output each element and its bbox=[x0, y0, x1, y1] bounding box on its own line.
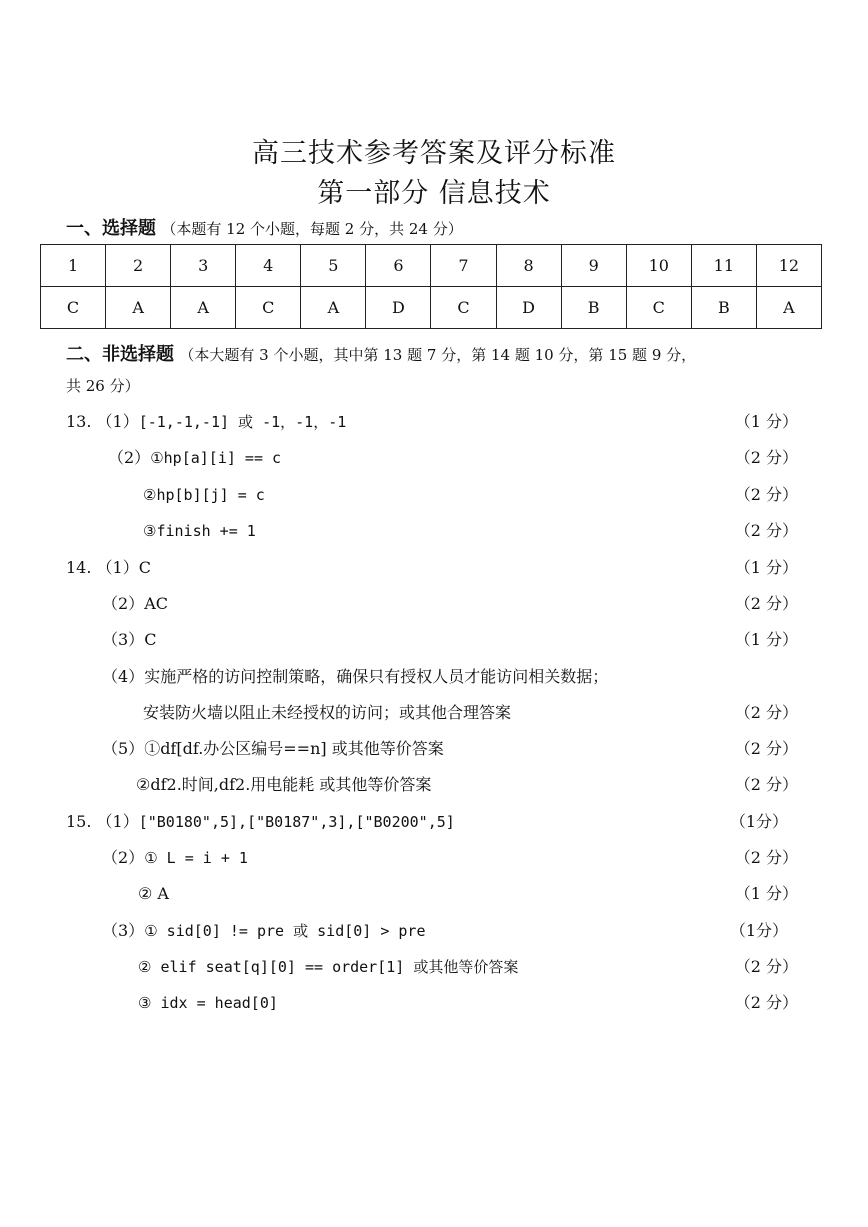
question-number: 10 bbox=[626, 245, 691, 287]
question-number: 7 bbox=[431, 245, 496, 287]
choice-answer: A bbox=[106, 287, 171, 329]
page-title: 高三技术参考答案及评分标准 bbox=[252, 138, 616, 169]
section-1-header bbox=[66, 214, 463, 240]
question-number: 6 bbox=[366, 245, 431, 287]
answer-14-5-b: ②df2.时间,df2.用电能耗 或其他等价答案 bbox=[136, 775, 432, 794]
section-2-header bbox=[66, 340, 696, 366]
answer-text: ①hp[a][i] == c bbox=[150, 449, 282, 467]
answer-points: （2 分） bbox=[734, 594, 798, 613]
section-1-heading: 一、选择题 bbox=[66, 218, 156, 239]
answer-text: ①df[df.办公区编号==n] 或其他等价答案 bbox=[144, 739, 444, 758]
answer-text: AC bbox=[144, 594, 168, 613]
answer-points: （2 分） bbox=[734, 993, 798, 1012]
answer-13-1 bbox=[66, 410, 346, 434]
page-subtitle: 第一部分 信息技术 bbox=[317, 178, 551, 209]
section-2-note-continued: 共 26 分） bbox=[66, 377, 140, 395]
question-number: 12 bbox=[756, 245, 821, 287]
choice-answer-table bbox=[40, 244, 822, 329]
question-number: 2 bbox=[106, 245, 171, 287]
choice-answer: A bbox=[301, 287, 366, 329]
answer-13-2 bbox=[108, 446, 281, 470]
answer-label: 14. （1） bbox=[66, 558, 139, 577]
answer-14-1 bbox=[66, 556, 151, 580]
answer-text: 实施严格的访问控制策略，确保只有授权人员才能访问相关数据； bbox=[144, 667, 609, 686]
question-number: 9 bbox=[561, 245, 626, 287]
question-number: 4 bbox=[236, 245, 301, 287]
answer-14-3 bbox=[102, 628, 156, 652]
answer-points: （2 分） bbox=[734, 521, 798, 540]
answer-15-3 bbox=[102, 919, 426, 943]
answer-points: （1 分） bbox=[734, 558, 798, 577]
answer-text: C bbox=[144, 630, 157, 649]
answer-13-2-c: ③finish += 1 bbox=[143, 522, 256, 540]
answer-label: （2） bbox=[108, 448, 151, 467]
answer-points: （1 分） bbox=[734, 630, 798, 649]
answer-15-2 bbox=[102, 846, 248, 870]
answer-text: ① sid[0] != pre 或 sid[0] > pre bbox=[144, 922, 426, 940]
answer-label: 15. （1） bbox=[66, 812, 139, 831]
choice-answer: C bbox=[431, 287, 496, 329]
answer-points: （2 分） bbox=[734, 485, 798, 504]
answer-14-2 bbox=[102, 592, 168, 616]
answer-label: 13. （1） bbox=[66, 412, 139, 431]
answer-points: （2 分） bbox=[734, 957, 798, 976]
answer-14-5 bbox=[102, 737, 444, 761]
choice-answer: C bbox=[626, 287, 691, 329]
choice-answer: B bbox=[691, 287, 756, 329]
answer-points: （1分） bbox=[729, 812, 788, 831]
choice-answer: D bbox=[496, 287, 561, 329]
answer-text: [-1,-1,-1] 或 -1，-1，-1 bbox=[138, 413, 347, 431]
answer-text: ① L = i + 1 bbox=[144, 849, 248, 867]
answer-label: （2） bbox=[102, 848, 145, 867]
choice-answer: A bbox=[171, 287, 236, 329]
question-number: 11 bbox=[691, 245, 756, 287]
choice-answer: A bbox=[756, 287, 821, 329]
answer-15-2-b: ② A bbox=[138, 884, 169, 903]
answer-label: （3） bbox=[102, 630, 145, 649]
answer-points: （2 分） bbox=[734, 739, 798, 758]
question-number: 8 bbox=[496, 245, 561, 287]
answer-points: （2 分） bbox=[734, 448, 798, 467]
answer-label: （3） bbox=[102, 921, 145, 940]
answer-label: （5） bbox=[102, 739, 145, 758]
section-2-heading: 二、非选择题 bbox=[66, 344, 174, 365]
answer-points: （2 分） bbox=[734, 703, 798, 722]
answer-text: ["B0180",5],["B0187",3],["B0200",5] bbox=[138, 813, 455, 831]
answer-label: （4） bbox=[102, 667, 145, 686]
answer-label: （2） bbox=[102, 594, 145, 613]
answer-13-2-b: ②hp[b][j] = c bbox=[143, 486, 265, 504]
answer-15-3-c: ③ idx = head[0] bbox=[138, 994, 278, 1012]
answer-row bbox=[41, 287, 822, 329]
question-number-row bbox=[41, 245, 822, 287]
answer-15-3-b: ② elif seat[q][0] == order[1] 或其他等价答案 bbox=[138, 958, 519, 976]
choice-answer: C bbox=[236, 287, 301, 329]
answer-points: （2 分） bbox=[734, 848, 798, 867]
answer-points: （2 分） bbox=[734, 775, 798, 794]
answer-points: （1 分） bbox=[734, 412, 798, 431]
answer-14-4-cont: 安装防火墙以阻止未经授权的访问；或其他合理答案 bbox=[143, 703, 512, 722]
choice-answer: C bbox=[41, 287, 106, 329]
answer-points: （1分） bbox=[729, 921, 788, 940]
answer-15-1 bbox=[66, 810, 455, 834]
answer-14-4 bbox=[102, 665, 608, 689]
section-2-note: （本大题有 3 个小题，其中第 13 题 7 分，第 14 题 10 分，第 15 题 9 分， bbox=[179, 346, 697, 364]
question-number: 5 bbox=[301, 245, 366, 287]
question-number: 1 bbox=[41, 245, 106, 287]
choice-answer: B bbox=[561, 287, 626, 329]
choice-answer: D bbox=[366, 287, 431, 329]
answer-points: （1 分） bbox=[734, 884, 798, 903]
section-1-note: （本题有 12 个小题，每题 2 分，共 24 分） bbox=[161, 220, 463, 238]
question-number: 3 bbox=[171, 245, 236, 287]
answer-text: C bbox=[138, 558, 151, 577]
